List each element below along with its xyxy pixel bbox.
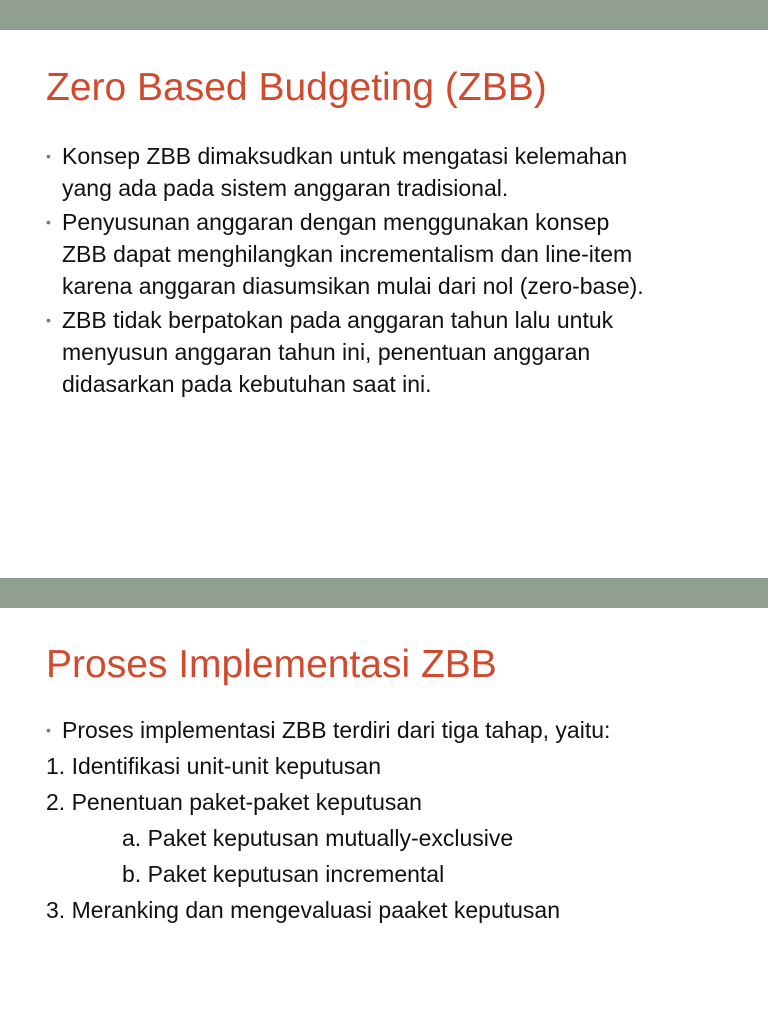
bullet-line: didasarkan pada kebutuhan saat ini. [62,371,432,397]
bullet-line: ZBB tidak berpatokan pada anggaran tahun lalu untuk [62,307,614,333]
intro-text: Proses implementasi ZBB terdiri dari tiga tahap, yaitu: [62,717,611,743]
slide-proses-implementasi [0,578,768,1024]
substep-item: b. Paket keputusan incremental [122,861,445,887]
bullet-line: ZBB dapat menghilangkan incrementalism dan line-item [62,241,633,267]
step-item: 3. Meranking dan mengevaluasi paaket keputusan [46,897,561,923]
bullet-dot-icon: • [46,214,51,230]
slide-header-band [0,578,768,608]
bullet-item [46,206,736,302]
intro-bullet [46,712,746,748]
bullet-item [46,304,736,400]
bullet-dot-icon: • [46,148,51,164]
bullet-line: yang ada pada sistem anggaran tradisional. [62,175,509,201]
bullet-item [46,140,736,204]
bullet-line: karena anggaran diasumsikan mulai dari nol (zero-base). [62,273,644,299]
step-item: 1. Identifikasi unit-unit keputusan [46,753,381,779]
bullet-dot-icon: • [46,312,51,328]
bullet-line: Konsep ZBB dimaksudkan untuk mengatasi kelemahan [62,143,628,169]
slide-title: Proses Implementasi ZBB [46,643,497,686]
bullet-line: Penyusunan anggaran dengan menggunakan konsep [62,209,610,235]
bullet-line: menyusun anggaran tahun ini, penentuan anggaran [62,339,591,365]
bullet-list [46,140,736,402]
bullet-dot-icon: • [46,722,51,738]
step-item: 2. Penentuan paket-paket keputusan [46,789,422,815]
substep-item: a. Paket keputusan mutually-exclusive [122,825,514,851]
slide-content [46,712,746,928]
slide-title: Zero Based Budgeting (ZBB) [46,66,547,109]
slide-header-band [0,0,768,30]
